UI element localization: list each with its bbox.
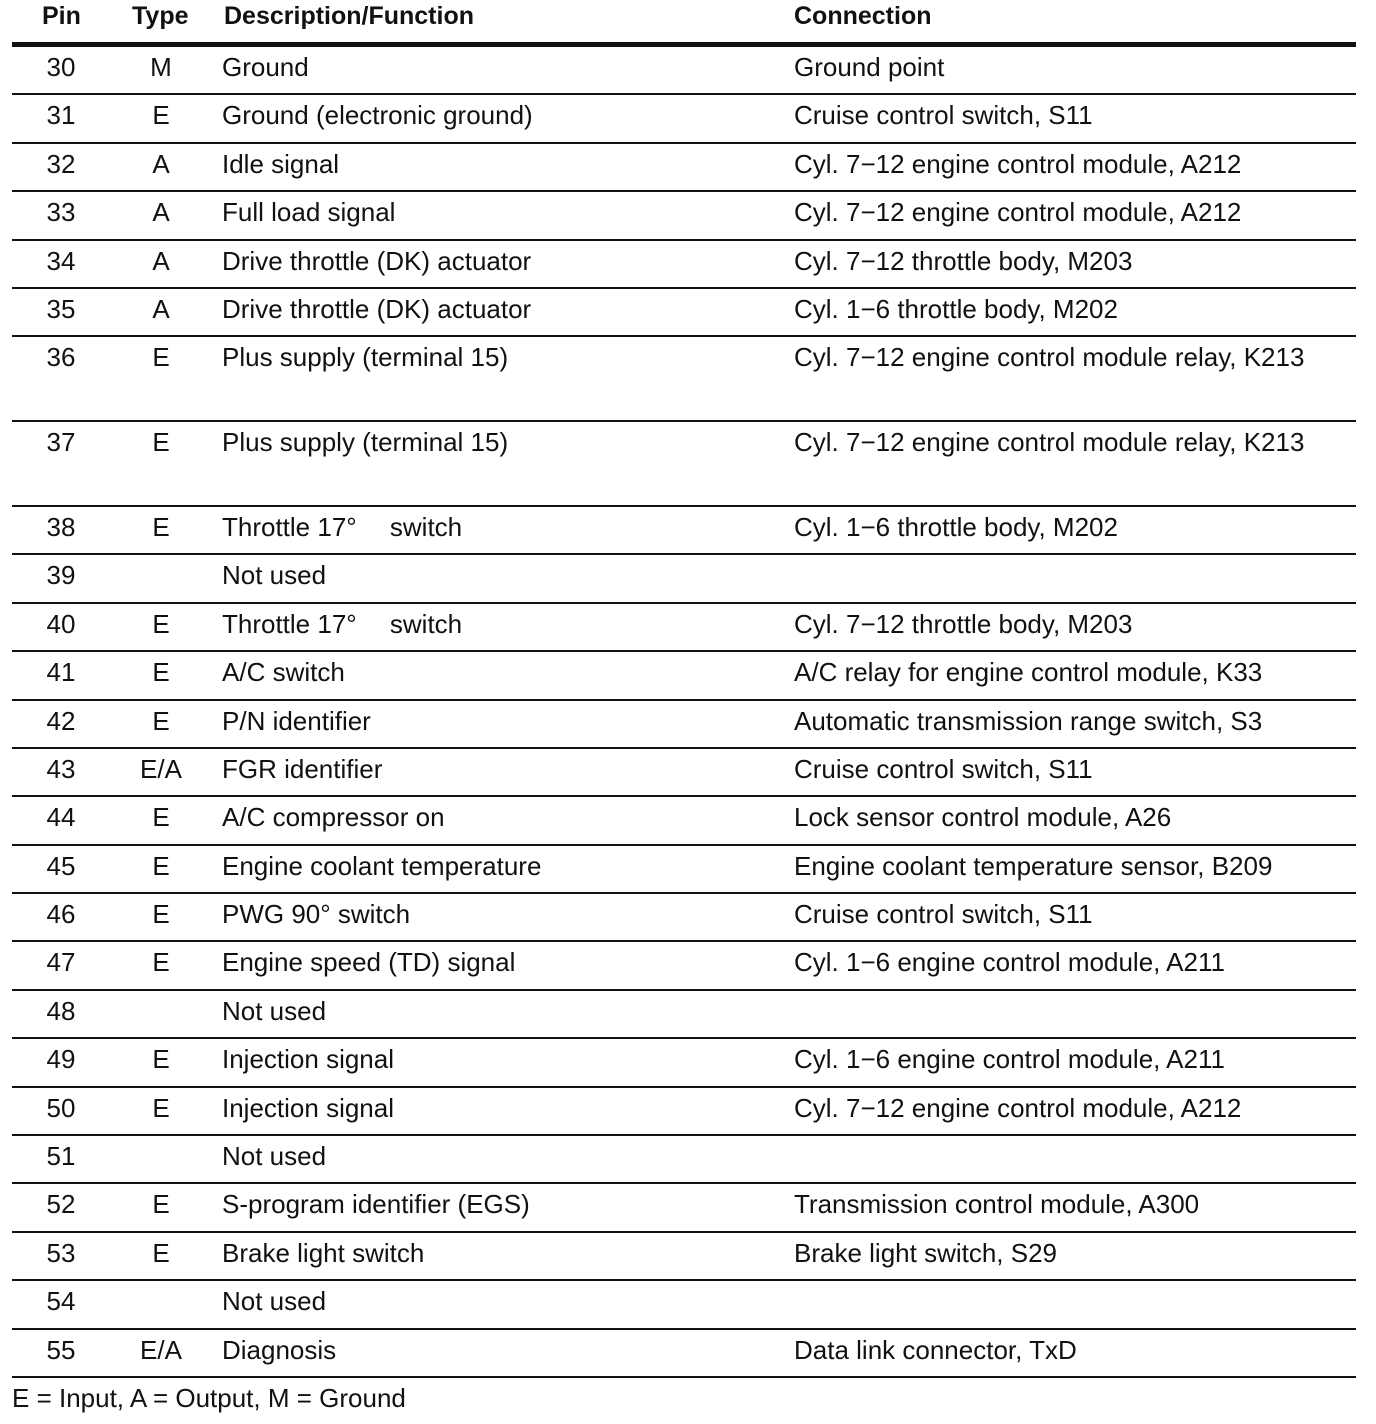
pin-cell: 54 bbox=[46, 1286, 76, 1317]
type-cell: E bbox=[152, 802, 170, 833]
description-cell: Plus supply (terminal 15) bbox=[222, 342, 509, 373]
connection-cell: Cyl. 7−12 throttle body, M203 bbox=[794, 245, 1133, 276]
pin-cell: 30 bbox=[46, 52, 76, 82]
table-row bbox=[0, 1088, 1376, 1136]
description-cell: Not used bbox=[222, 995, 327, 1026]
connection-cell: Engine coolant temperature sensor, B209 bbox=[794, 850, 1273, 881]
pin-cell: 32 bbox=[46, 148, 76, 179]
description-cell: Ground (electronic ground) bbox=[222, 100, 533, 131]
connection-cell: A/C relay for engine control module, K33 bbox=[794, 657, 1263, 688]
pin-cell: 47 bbox=[46, 947, 76, 978]
connection-cell: Cruise control switch, S11 bbox=[794, 899, 1093, 930]
table-row bbox=[0, 555, 1376, 603]
pin-cell: 43 bbox=[46, 753, 76, 784]
description-cell: P/N identifier bbox=[222, 705, 371, 736]
description-cell: Not used bbox=[222, 1286, 327, 1317]
type-cell: E bbox=[152, 427, 170, 458]
table-row bbox=[0, 991, 1376, 1039]
pin-cell: 46 bbox=[46, 899, 76, 930]
table-row bbox=[0, 942, 1376, 990]
type-cell: E bbox=[152, 1092, 170, 1123]
type-cell: E bbox=[152, 657, 170, 688]
pin-cell: 48 bbox=[46, 995, 76, 1026]
table-row bbox=[0, 894, 1376, 942]
description-cell: PWG 90° switch bbox=[222, 899, 411, 930]
type-cell: A bbox=[152, 245, 170, 276]
description-cell: Plus supply (terminal 15) bbox=[222, 427, 509, 458]
type-cell: E bbox=[152, 608, 170, 639]
pin-cell: 33 bbox=[46, 197, 76, 228]
description-cell: Idle signal bbox=[222, 148, 340, 179]
table-body bbox=[0, 47, 1376, 1378]
type-cell: E bbox=[152, 850, 170, 881]
pin-cell: 52 bbox=[46, 1189, 76, 1220]
type-cell: A bbox=[152, 197, 170, 228]
connection-cell: Cyl. 7−12 engine control module, A212 bbox=[794, 1092, 1242, 1123]
pin-cell: 51 bbox=[46, 1141, 76, 1172]
connection-cell: Cyl. 7−12 engine control module, A212 bbox=[794, 148, 1242, 179]
description-cell: Injection signal bbox=[222, 1044, 394, 1075]
table-row bbox=[0, 422, 1376, 507]
type-cell: E bbox=[152, 899, 170, 930]
pin-cell: 41 bbox=[46, 657, 76, 688]
description-cell: Throttle 17° switch bbox=[222, 511, 463, 542]
table-row bbox=[0, 1233, 1376, 1281]
connection-cell: Lock sensor control module, A26 bbox=[794, 802, 1172, 833]
table-row bbox=[0, 846, 1376, 894]
row-divider bbox=[12, 1376, 1356, 1378]
table-row bbox=[0, 337, 1376, 422]
type-cell: E/A bbox=[140, 753, 182, 784]
pin-cell: 31 bbox=[46, 100, 76, 131]
connection-cell: Brake light switch, S29 bbox=[794, 1237, 1058, 1268]
connection-cell: Cruise control switch, S11 bbox=[794, 100, 1093, 131]
type-cell: A bbox=[152, 148, 170, 179]
table-row bbox=[0, 1330, 1376, 1378]
table-row bbox=[0, 797, 1376, 845]
legend-footnote: E = Input, A = Output, M = Ground bbox=[12, 1383, 406, 1413]
connection-cell: Cyl. 1−6 throttle body, M202 bbox=[794, 293, 1118, 324]
type-cell: E bbox=[152, 947, 170, 978]
connection-cell: Cyl. 1−6 engine control module, A211 bbox=[794, 947, 1225, 978]
description-cell: Engine speed (TD) signal bbox=[222, 947, 516, 978]
description-cell: Ground bbox=[222, 52, 309, 82]
connection-cell: Cyl. 7−12 throttle body, M203 bbox=[794, 608, 1133, 639]
description-cell: S-program identifier (EGS) bbox=[222, 1189, 530, 1220]
header-type: Type bbox=[132, 2, 189, 30]
type-cell: E bbox=[152, 1189, 170, 1220]
table-row bbox=[0, 289, 1376, 337]
header-connection: Connection bbox=[794, 2, 932, 30]
table-row bbox=[0, 192, 1376, 240]
connection-cell: Cyl. 1−6 throttle body, M202 bbox=[794, 511, 1118, 542]
table-row bbox=[0, 604, 1376, 652]
pin-cell: 36 bbox=[46, 342, 76, 373]
description-cell: Full load signal bbox=[222, 197, 396, 228]
description-cell: Throttle 17° switch bbox=[222, 608, 463, 639]
description-cell: FGR identifier bbox=[222, 753, 383, 784]
pin-cell: 49 bbox=[46, 1044, 76, 1075]
table-row bbox=[0, 652, 1376, 700]
type-cell: E bbox=[152, 100, 170, 131]
pin-cell: 50 bbox=[46, 1092, 76, 1123]
header-description: Description/Function bbox=[224, 2, 474, 30]
description-cell: Brake light switch bbox=[222, 1237, 425, 1268]
pin-cell: 34 bbox=[46, 245, 76, 276]
pin-cell: 45 bbox=[46, 850, 76, 881]
type-cell: M bbox=[150, 52, 172, 82]
type-cell: E bbox=[152, 342, 170, 373]
description-cell: Injection signal bbox=[222, 1092, 394, 1123]
pin-cell: 55 bbox=[46, 1334, 76, 1365]
type-cell: E bbox=[152, 1237, 170, 1268]
connection-cell: Transmission control module, A300 bbox=[794, 1189, 1200, 1220]
type-cell: E bbox=[152, 511, 170, 542]
pin-cell: 53 bbox=[46, 1237, 76, 1268]
table-row bbox=[0, 95, 1376, 143]
table-row bbox=[0, 1281, 1376, 1329]
table-row bbox=[0, 507, 1376, 555]
connection-cell: Cyl. 1−6 engine control module, A211 bbox=[794, 1044, 1225, 1075]
header-pin: Pin bbox=[42, 2, 81, 30]
table-row bbox=[0, 1039, 1376, 1087]
table-header bbox=[0, 0, 1376, 44]
type-cell: E/A bbox=[140, 1334, 182, 1365]
connection-cell: Cyl. 7−12 engine control module relay, K213 bbox=[794, 342, 1305, 373]
description-cell: Not used bbox=[222, 1141, 327, 1172]
connection-cell: Cyl. 7−12 engine control module relay, K213 bbox=[794, 427, 1305, 458]
type-cell: E bbox=[152, 1044, 170, 1075]
description-cell: Diagnosis bbox=[222, 1334, 337, 1365]
description-cell: A/C compressor on bbox=[222, 802, 445, 833]
table-row bbox=[0, 241, 1376, 289]
table-row bbox=[0, 749, 1376, 797]
pin-cell: 42 bbox=[46, 705, 76, 736]
connection-cell: Automatic transmission range switch, S3 bbox=[794, 705, 1263, 736]
connection-cell: Cyl. 7−12 engine control module, A212 bbox=[794, 197, 1242, 228]
table-row bbox=[0, 144, 1376, 192]
description-cell: Not used bbox=[222, 560, 327, 591]
table-row bbox=[0, 1136, 1376, 1184]
table-row bbox=[0, 1184, 1376, 1232]
description-cell: Drive throttle (DK) actuator bbox=[222, 293, 532, 324]
connection-cell: Cruise control switch, S11 bbox=[794, 753, 1093, 784]
table-row bbox=[0, 47, 1376, 95]
pin-cell: 37 bbox=[46, 427, 76, 458]
description-cell: A/C switch bbox=[222, 657, 345, 688]
type-cell: A bbox=[152, 293, 170, 324]
pin-cell: 39 bbox=[46, 560, 76, 591]
description-cell: Engine coolant temperature bbox=[222, 850, 542, 881]
table-row bbox=[0, 701, 1376, 749]
type-cell: E bbox=[152, 705, 170, 736]
pin-cell: 44 bbox=[46, 802, 76, 833]
connection-cell: Ground point bbox=[794, 52, 945, 82]
pin-cell: 38 bbox=[46, 511, 76, 542]
pin-cell: 35 bbox=[46, 293, 76, 324]
connection-cell: Data link connector, TxD bbox=[794, 1334, 1077, 1365]
description-cell: Drive throttle (DK) actuator bbox=[222, 245, 532, 276]
pin-cell: 40 bbox=[46, 608, 76, 639]
